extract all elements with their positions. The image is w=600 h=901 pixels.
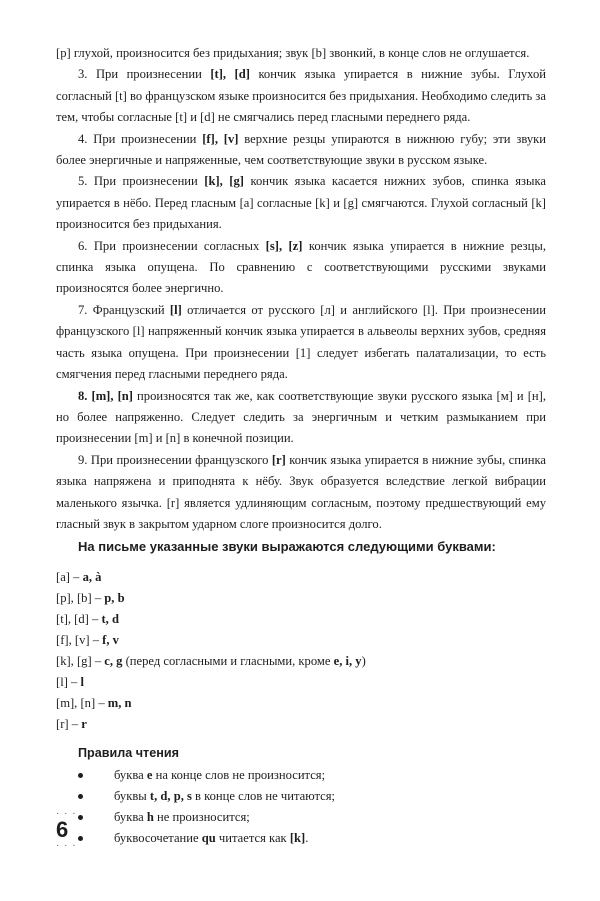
sound-label: [r] – xyxy=(56,717,82,732)
paragraph-9 xyxy=(56,450,546,536)
body-text xyxy=(56,43,546,849)
letter-label: a, à xyxy=(82,570,102,585)
paragraph-2-continued xyxy=(56,43,546,64)
sound-symbol: [k], [g] xyxy=(204,174,244,189)
sound-symbol: 8. [m], [n] xyxy=(78,388,133,403)
page-dots-decoration: · · · xyxy=(56,808,77,819)
sound-label: [l] – xyxy=(56,675,81,690)
section-heading: На письме указанные звуки выражаются следующими буквами: xyxy=(78,539,496,555)
paragraph-8 xyxy=(56,386,546,450)
paragraph-7 xyxy=(56,300,546,386)
paragraph-text: 6. При произнесении согласных xyxy=(78,238,266,253)
rule-letter: e xyxy=(146,768,153,783)
sound-letter-row xyxy=(56,630,546,651)
sound-letter-list xyxy=(56,567,546,735)
sound-letter-row xyxy=(56,714,546,735)
rule-item xyxy=(78,786,546,807)
rule-item xyxy=(78,765,546,786)
rule-letter: qu xyxy=(201,831,216,846)
bullet-icon xyxy=(78,773,83,778)
sound-symbol: [l] xyxy=(169,302,182,317)
paragraph-text: отличается от русского [л] и английского [l]. При произнесении французского [l] напряженный кончик языка упирается в альвеолы верхних зубов, средняя часть языка опущена. При произнесении [1] следует избегать палатализации, то есть смягчения перед гласными переднего ряда. xyxy=(56,302,546,382)
rule-text: буквы xyxy=(114,789,150,804)
paragraph-text: верхние резцы упираются в нижнюю губу; эти звуки более энергичные и напряженные, чем соответствующие звуки в русском языке. xyxy=(56,131,546,168)
rule-text: на конце слов не произносится; xyxy=(152,768,326,783)
rule-item xyxy=(78,828,546,849)
sound-symbol: [t], [d] xyxy=(210,67,250,82)
paragraph-text: 5. При произнесении xyxy=(78,174,205,189)
sound-symbol: [r] xyxy=(271,452,286,467)
letter-label: l xyxy=(80,675,84,690)
letter-label: m, n xyxy=(107,696,132,711)
rule-text: в конце слов не читаются; xyxy=(191,789,335,804)
paragraph-text: 9. При произнесении французского xyxy=(78,452,272,467)
rule-item xyxy=(78,807,546,828)
paragraph-5 xyxy=(56,171,546,235)
letter-label: t, d xyxy=(101,612,119,627)
sound-label: [a] – xyxy=(56,570,83,585)
sound-label: [m], [n] – xyxy=(56,696,108,711)
letter-label: f, v xyxy=(102,633,119,648)
paragraph-text: 4. При произнесении xyxy=(78,131,203,146)
rule-text: буква xyxy=(114,810,147,825)
rule-text: . xyxy=(305,831,309,846)
sound-letter-row xyxy=(56,693,546,714)
rule-text: буква xyxy=(114,768,147,783)
sound-letter-row xyxy=(56,651,546,672)
letter-note-bold: e, i, y xyxy=(333,654,362,669)
sound-letter-row xyxy=(56,672,546,693)
rules-list xyxy=(56,765,546,849)
bullet-icon xyxy=(78,794,83,799)
sound-letter-row xyxy=(56,588,546,609)
paragraph-6 xyxy=(56,236,546,300)
paragraph-text: кончик языка упирается в нижние зубы, спинка языка напряжена и приподнята к нёбу. Звук образуется вследствие легкой вибрации маленького язычка. [r] является удлиняющим согласным, поэтому предшествующий ему гласный звук в закрытом ударном слоге произносится долго. xyxy=(56,452,546,531)
rule-text: читается как xyxy=(215,831,290,846)
bullet-icon xyxy=(78,815,83,820)
paragraph-text: кончик языка касается нижних зубов, спинка языка упирается в нёбо. Перед гласным [a] согласные [k] и [g] смягчаются. Глухой согласный [k] произносится без придыхания. xyxy=(56,174,546,232)
rule-letter: t, d, p, s xyxy=(149,789,192,804)
sound-label: [p], [b] – xyxy=(56,591,105,606)
letter-note: (перед согласными и гласными, кроме xyxy=(122,654,334,669)
sound-label: [t], [d] – xyxy=(56,612,102,627)
sound-letter-row xyxy=(56,609,546,630)
sound-label: [k], [g] – xyxy=(56,654,105,669)
paragraph-text: 3. При произнесении xyxy=(78,67,211,82)
paragraph-text: [p] глухой, произносится без придыхания; звук [b] звонкий, в конце слов не оглушается. xyxy=(56,46,530,60)
page-dots-decoration: · · · xyxy=(56,840,77,851)
letter-label: p, b xyxy=(104,591,125,606)
rule-text: не произносится; xyxy=(153,810,250,825)
sound-letter-row xyxy=(56,567,546,588)
rule-sound: [k] xyxy=(289,831,306,846)
sound-label: [f], [v] – xyxy=(56,633,103,648)
sound-symbol: [f], [v] xyxy=(202,131,239,146)
page-number: 6 xyxy=(56,817,69,842)
letter-note: ) xyxy=(361,654,366,669)
page-footer xyxy=(56,810,77,850)
letter-label: r xyxy=(81,717,87,732)
paragraph-text: произносятся так же, как соответствующие звуки русского языка [м] и [н], но более напряженно. Следует следить за энергичным и четким размыканием при произнесении [m] и [n] в конечной позиции. xyxy=(56,388,546,446)
paragraph-text: 7. Французский xyxy=(78,302,170,317)
rule-letter: h xyxy=(146,810,154,825)
sound-symbol: [s], [z] xyxy=(265,238,303,253)
letter-label: c, g xyxy=(104,654,123,669)
paragraph-4 xyxy=(56,129,546,172)
paragraph-text: кончик языка упирается в нижние зубы. Глухой согласный [t] во французском языке произносится без придыхания. Необходимо следить за тем, чтобы согласные [t] и [d] не смягчались перед гласными переднего ряда. xyxy=(56,67,547,125)
paragraph-3 xyxy=(56,64,546,128)
paragraph-text: кончик языка упирается в нижние резцы, спинка языка опущена. По сравнению с соответствующими русскими звуками произносятся более энергично. xyxy=(56,238,546,296)
rule-text: буквосочетание xyxy=(114,831,202,846)
rules-title: Правила чтения xyxy=(78,746,179,761)
bullet-icon xyxy=(78,836,83,841)
